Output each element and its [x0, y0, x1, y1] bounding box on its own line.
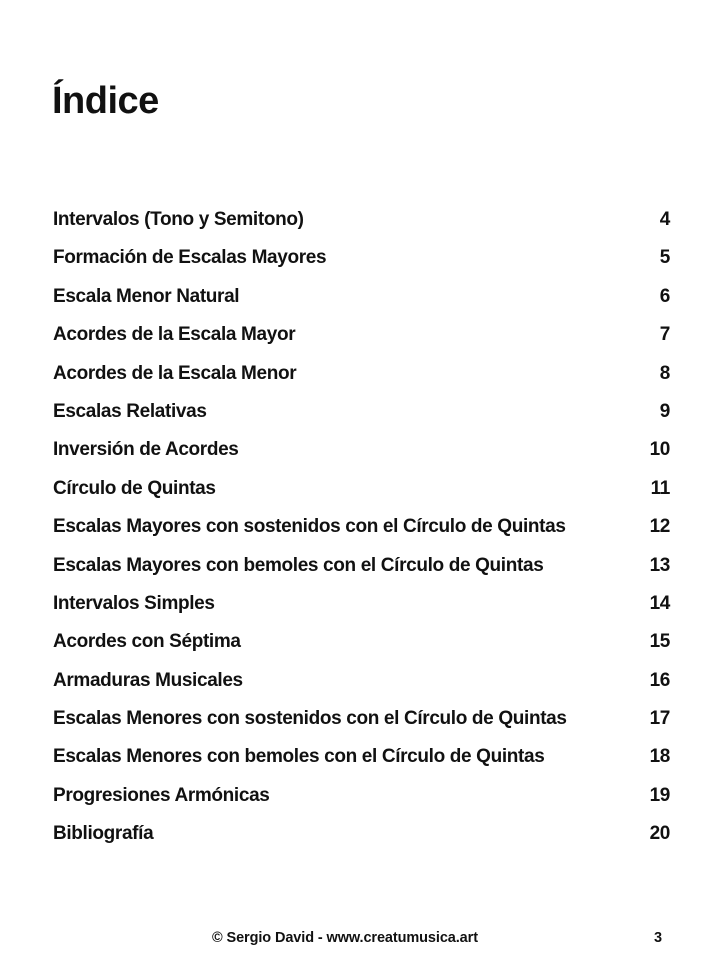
table-of-contents	[53, 205, 670, 858]
toc-entry-page: 17	[649, 708, 670, 730]
toc-entry-title: Escalas Mayores con bemoles con el Círculo de Quintas	[53, 554, 544, 576]
toc-entry-title: Círculo de Quintas	[53, 477, 216, 499]
toc-entry[interactable]	[53, 243, 670, 281]
toc-entry-page: 4	[659, 209, 670, 230]
toc-entry-page: 14	[649, 592, 670, 614]
toc-entry-page: 20	[649, 823, 670, 845]
toc-entry[interactable]	[53, 589, 670, 627]
toc-entry-title: Acordes con Séptima	[53, 631, 241, 653]
toc-entry[interactable]	[53, 551, 670, 589]
toc-entry-title: Acordes de la Escala Menor	[53, 362, 297, 384]
toc-entry[interactable]	[53, 359, 670, 397]
toc-entry-page: 10	[649, 439, 670, 461]
toc-entry-title: Progresiones Armónicas	[53, 784, 270, 806]
toc-entry-page: 6	[659, 285, 670, 307]
toc-entry-page: 9	[659, 400, 670, 422]
toc-entry[interactable]	[53, 819, 670, 857]
toc-entry-page: 11	[650, 477, 670, 499]
toc-entry-page: 13	[649, 554, 670, 576]
toc-entry[interactable]	[53, 666, 670, 704]
toc-entry[interactable]	[53, 435, 670, 473]
toc-entry-page: 18	[649, 746, 670, 768]
toc-entry-title: Armaduras Musicales	[53, 669, 243, 691]
toc-entry[interactable]	[53, 742, 670, 780]
page-footer	[0, 930, 720, 952]
page-title: Índice	[52, 80, 159, 122]
toc-entry-title: Escala Menor Natural	[53, 285, 240, 307]
toc-entry[interactable]	[53, 781, 670, 819]
footer-page-number: 3	[654, 930, 662, 946]
toc-entry-title: Intervalos (Tono y Semitono)	[53, 209, 304, 230]
toc-entry-title: Escalas Menores con sostenidos con el Círculo de Quintas	[53, 708, 567, 730]
footer-credit: © Sergio David - www.creatumusica.art	[212, 930, 478, 946]
toc-entry[interactable]	[53, 512, 670, 550]
toc-entry-title: Intervalos Simples	[53, 592, 215, 614]
toc-entry-page: 19	[649, 784, 670, 806]
toc-entry-page: 16	[649, 669, 670, 691]
toc-entry-page: 5	[659, 247, 670, 269]
toc-entry-title: Escalas Relativas	[53, 400, 207, 422]
toc-entry-page: 7	[659, 324, 670, 346]
toc-entry[interactable]	[53, 320, 670, 358]
toc-entry-title: Bibliografía	[53, 823, 154, 845]
toc-entry[interactable]	[53, 704, 670, 742]
toc-entry[interactable]	[53, 627, 670, 665]
toc-entry-title: Acordes de la Escala Mayor	[53, 324, 296, 346]
toc-entry-title: Escalas Mayores con sostenidos con el Círculo de Quintas	[53, 516, 566, 538]
toc-entry[interactable]	[53, 474, 670, 512]
toc-entry-page: 8	[659, 362, 670, 384]
toc-entry-page: 12	[649, 516, 670, 538]
toc-entry-title: Escalas Menores con bemoles con el Círculo de Quintas	[53, 746, 545, 768]
toc-entry-title: Formación de Escalas Mayores	[53, 247, 327, 269]
toc-entry-page: 15	[649, 631, 670, 653]
toc-entry[interactable]	[53, 205, 670, 243]
toc-entry-title: Inversión de Acordes	[53, 439, 239, 461]
toc-entry[interactable]	[53, 282, 670, 320]
toc-entry[interactable]	[53, 397, 670, 435]
